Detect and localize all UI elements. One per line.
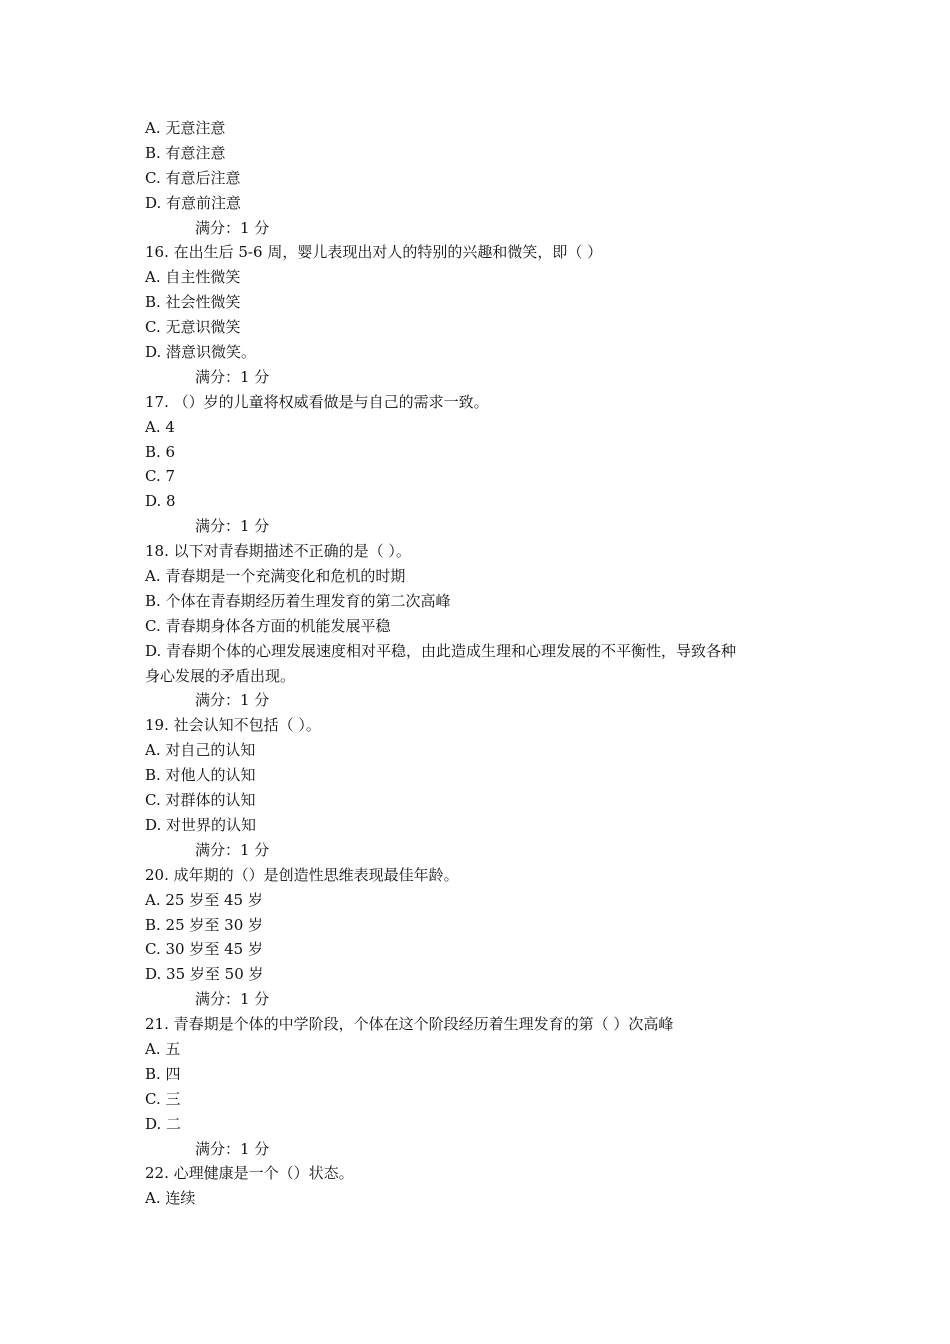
- answer-option: D. 潜意识微笑。: [145, 343, 257, 362]
- answer-option: D. 35 岁至 50 岁: [145, 965, 264, 984]
- answer-option: A. 自主性微笑: [145, 268, 241, 287]
- score-line: 满分：1 分: [195, 218, 270, 237]
- answer-option: C. 无意识微笑: [145, 318, 241, 337]
- score-line: 满分：1 分: [195, 517, 270, 536]
- answer-option: D. 有意前注意: [145, 193, 242, 212]
- question-text: 16. 在出生后 5-6 周，婴儿表现出对人的特别的兴趣和微笑，即（ ）: [145, 243, 603, 262]
- answer-option: C. 有意后注意: [145, 168, 241, 187]
- answer-option: C. 30 岁至 45 岁: [145, 940, 263, 959]
- answer-option: B. 25 岁至 30 岁: [145, 915, 264, 934]
- score-line: 满分：1 分: [195, 1139, 270, 1158]
- answer-option: B. 个体在青春期经历着生理发育的第二次高峰: [145, 591, 451, 610]
- answer-option: A. 对自己的认知: [145, 741, 256, 760]
- answer-option: A. 青春期是一个充满变化和危机的时期: [145, 567, 406, 586]
- answer-option: C. 青春期身体各方面的机能发展平稳: [145, 616, 391, 635]
- quiz-content: [145, 116, 825, 1211]
- answer-option: A. 4: [145, 417, 175, 436]
- answer-option: B. 对他人的认知: [145, 766, 256, 785]
- answer-option: D. 青春期个体的心理发展速度相对平稳，由此造成生理和心理发展的不平衡性，导致各种: [145, 641, 737, 660]
- answer-option: C. 对群体的认知: [145, 791, 256, 810]
- answer-option: B. 6: [145, 442, 176, 461]
- answer-option: B. 社会性微笑: [145, 293, 241, 312]
- answer-option: C. 三: [145, 1089, 181, 1108]
- score-line: 满分：1 分: [195, 840, 270, 859]
- answer-option: B. 四: [145, 1064, 181, 1083]
- answer-option: A. 25 岁至 45 岁: [145, 890, 263, 909]
- answer-option: 身心发展的矛盾出现。: [145, 666, 296, 685]
- question-text: 20. 成年期的（）是创造性思维表现最佳年龄。: [145, 865, 459, 884]
- answer-option: A. 无意注意: [145, 119, 226, 137]
- question-text: 17. （）岁的儿童将权威看做是与自己的需求一致。: [145, 392, 489, 411]
- score-line: 满分：1 分: [195, 990, 270, 1009]
- answer-option: D. 二: [145, 1114, 182, 1133]
- score-line: 满分：1 分: [195, 367, 270, 386]
- answer-option: C. 7: [145, 467, 176, 486]
- answer-option: B. 有意注意: [145, 143, 226, 162]
- answer-option: D. 8: [145, 492, 176, 511]
- question-text: 18. 以下对青春期描述不正确的是（ ）。: [145, 542, 411, 561]
- score-line: 满分：1 分: [195, 691, 270, 710]
- answer-option: A. 五: [145, 1039, 181, 1058]
- answer-option: A. 连续: [145, 1189, 196, 1208]
- question-text: 19. 社会认知不包括（ ）。: [145, 716, 321, 735]
- question-text: 21. 青春期是个体的中学阶段，个体在这个阶段经历着生理发育的第（ ）次高峰: [145, 1015, 674, 1034]
- answer-option: D. 对世界的认知: [145, 815, 257, 834]
- question-text: 22. 心理健康是一个（）状态。: [145, 1164, 354, 1183]
